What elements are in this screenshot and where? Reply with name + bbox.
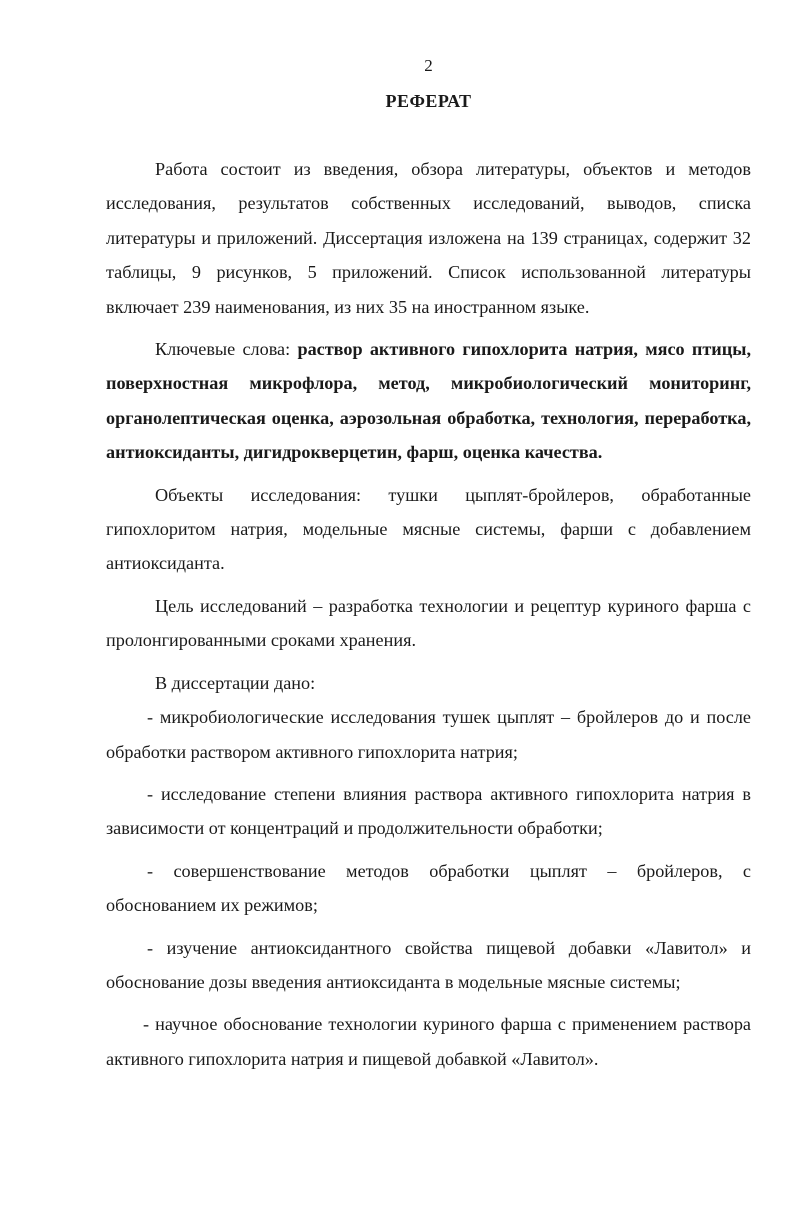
list-item: - изучение антиоксидантного свойства пищевой добавки «Лавитол» и обоснование дозы введения антиоксиданта в модельные мясные системы; [106, 937, 751, 992]
paragraph-objects: Объекты исследования: тушки цыплят-бройлеров, обработанные гипохлоритом натрия, модельные мясные системы, фарши с добавлением антиоксиданта. [106, 484, 751, 574]
page-title: РЕФЕРАТ [385, 91, 472, 111]
list-item: - научное обоснование технологии куриного фарша с применением раствора активного гипохлорита натрия и пищевой добавкой «Лавитол». [106, 1014, 751, 1069]
paragraph-structure: Работа состоит из введения, обзора литературы, объектов и методов исследования, результатов собственных исследований, выводов, списка литературы и приложений. Диссертация изложена на 139 страницах, содержит 32 таблицы, 9 рисунков, 5 приложений. Список использованной литературы включает 239 наименования, из них 35 на иностранном языке. [106, 159, 751, 317]
list-item: - микробиологические исследования тушек цыплят – бройлеров до и после обработки раствором активного гипохлорита натрия; [106, 707, 751, 762]
keywords-list: раствор активного гипохлорита натрия, мясо птицы, поверхностная микрофлора, метод, микробиологический мониторинг, органолептическая оценка, аэрозольная обработка, технология, переработка, антиоксиданты, дигидрокверцетин, фарш, оценка качества. [106, 339, 752, 463]
page-number: 2 [424, 56, 433, 75]
list-item: - совершенствование методов обработки цыплят – бройлеров, с обоснованием их режимов; [106, 860, 751, 916]
paragraph-keywords [106, 332, 751, 470]
paragraph-given-intro: В диссертации дано: [155, 672, 316, 693]
list-item: - исследование степени влияния раствора активного гипохлорита натрия в зависимости от концентраций и продолжительности обработки; [106, 783, 751, 839]
abstract-body [106, 152, 751, 1076]
paragraph-goal: Цель исследований – разработка технологии и рецептур куриного фарша с пролонгированными сроками хранения. [106, 595, 751, 651]
keywords-label: Ключевые слова: [155, 339, 298, 360]
